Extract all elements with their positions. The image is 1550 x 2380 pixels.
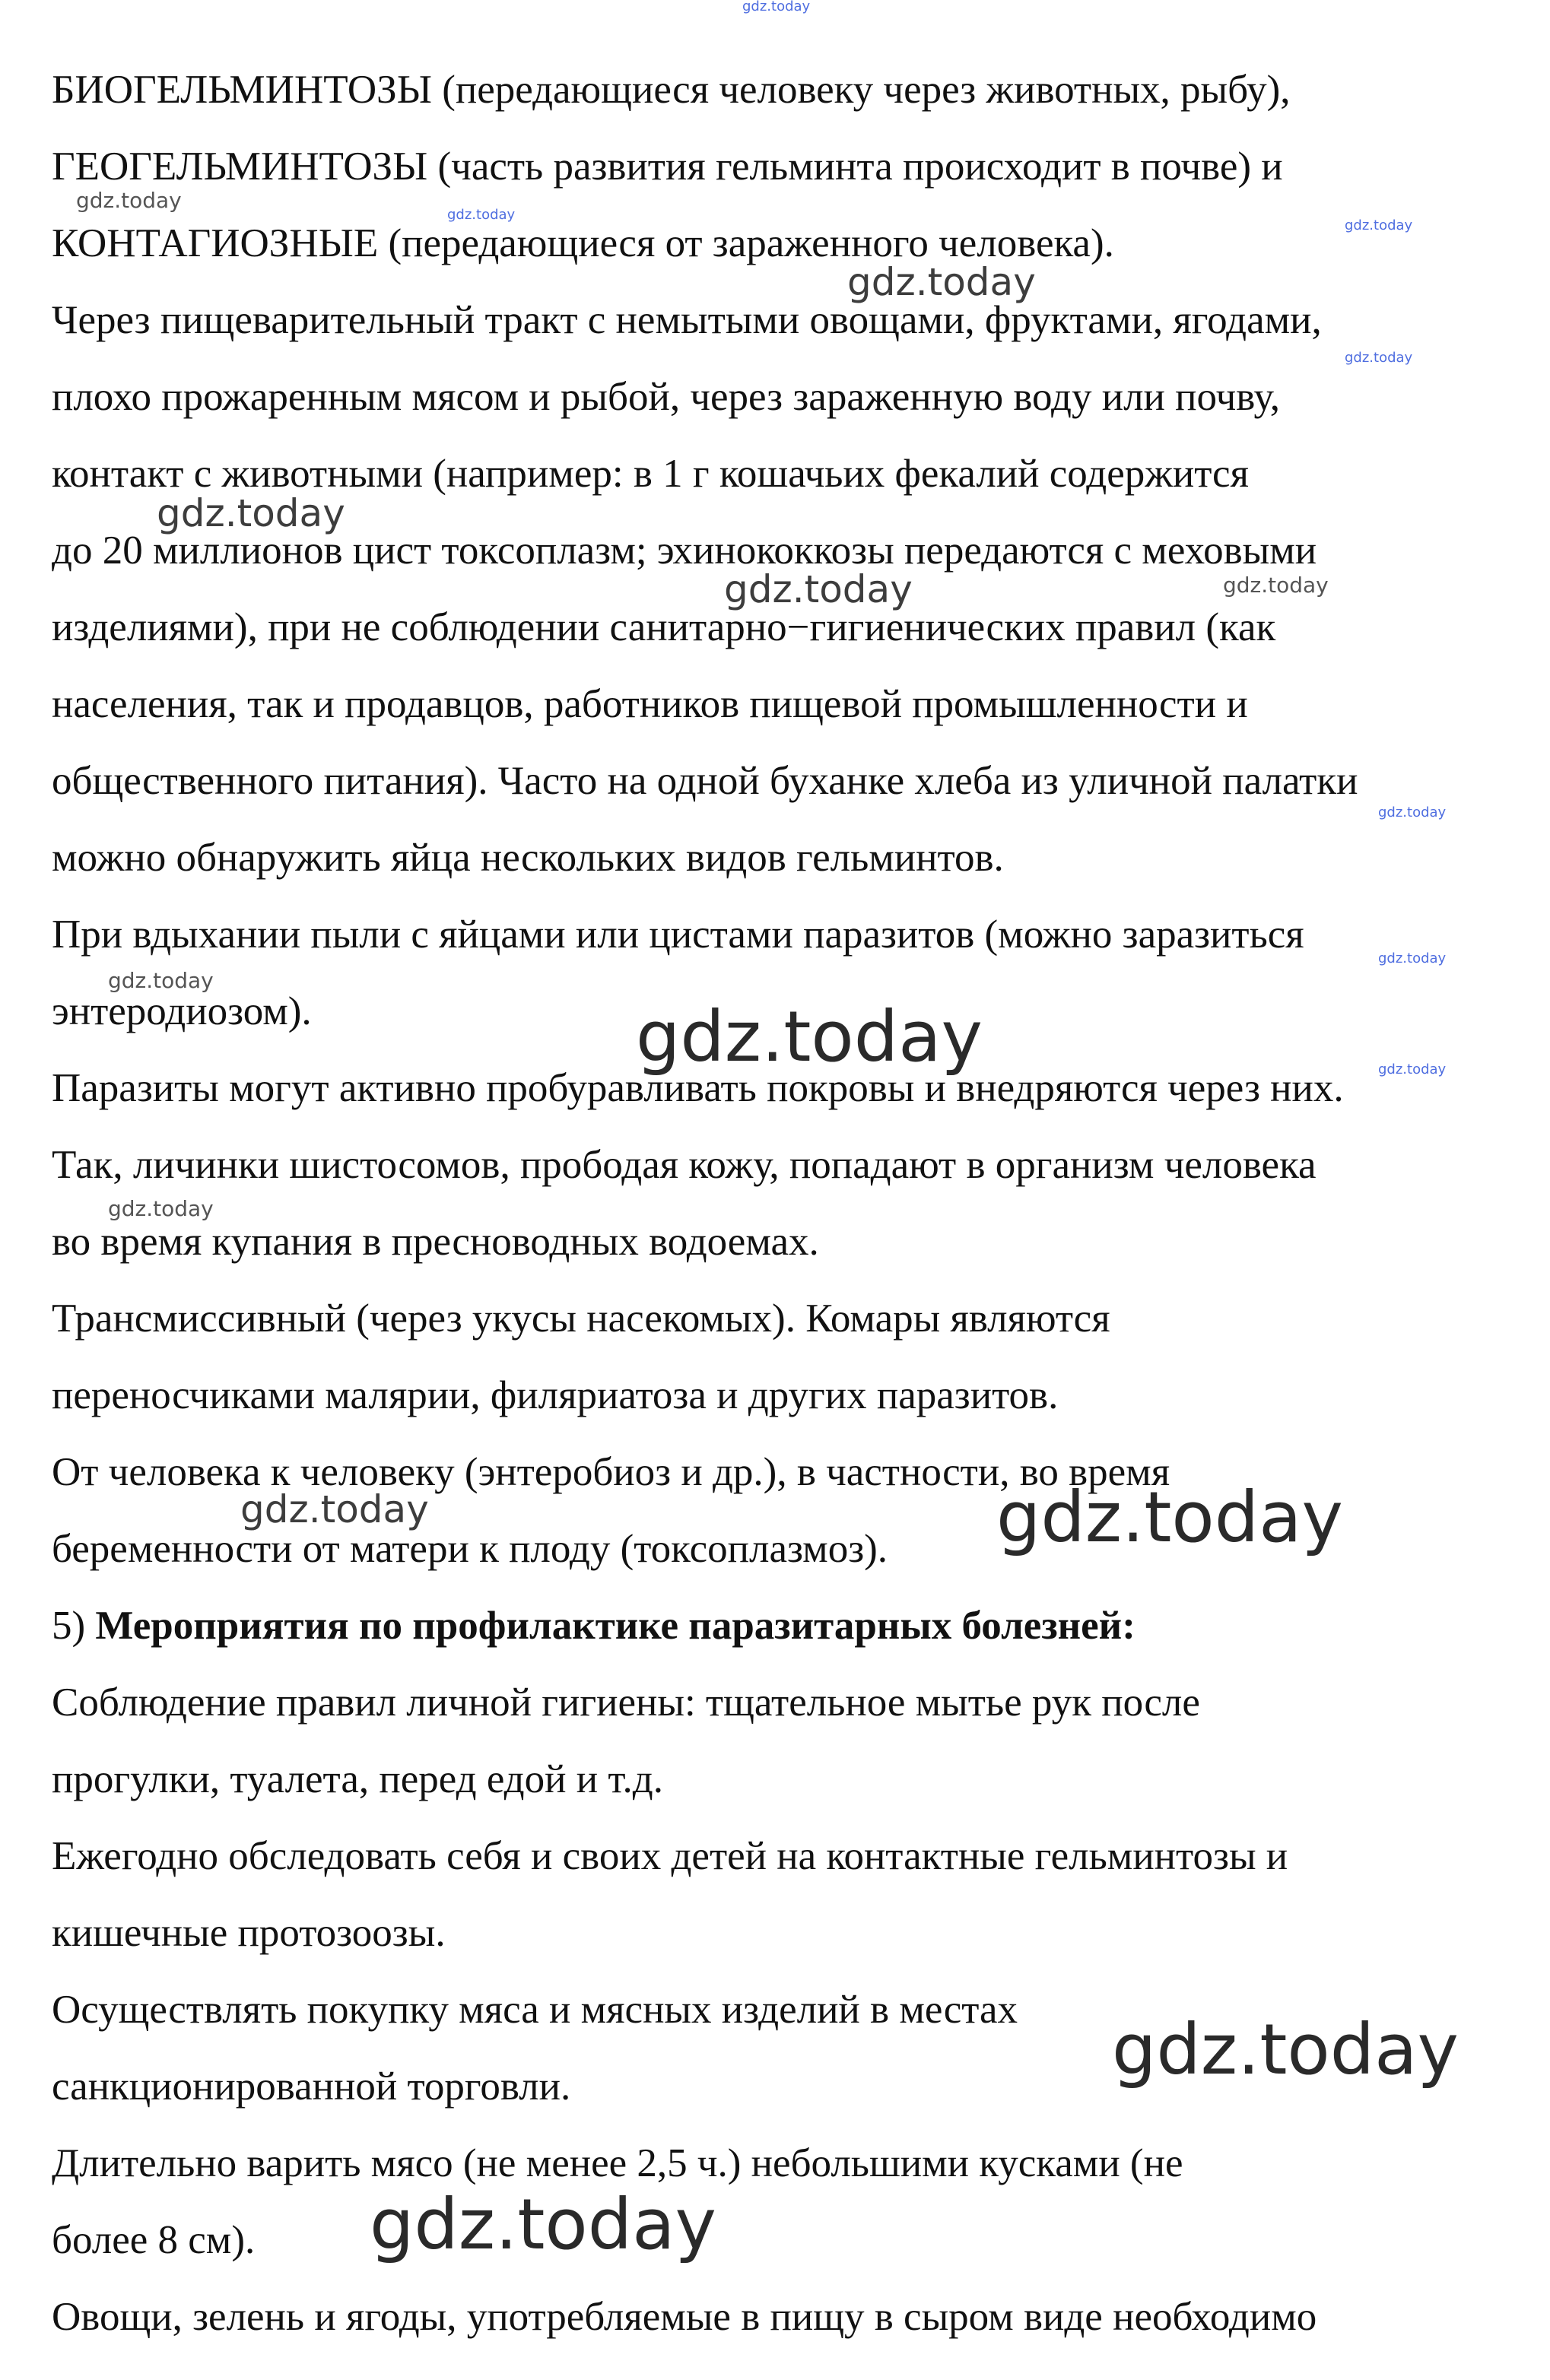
- text-line-11: можно обнаружить яйца нескольких видов гельминтов.: [52, 836, 1004, 880]
- text-line-12: При вдыхании пыли с яйцами или цистами паразитов (можно заразиться: [52, 912, 1304, 957]
- watermark: gdz.today: [742, 0, 811, 14]
- watermark: gdz.today: [724, 567, 913, 611]
- text-line-21: Соблюдение правил личной гигиены: тщательное мытье рук после: [52, 1680, 1200, 1725]
- text-line-16: во время купания в пресноводных водоемах.: [52, 1220, 819, 1264]
- watermark: gdz.today: [1378, 804, 1447, 820]
- text-line-25: Осуществлять покупку мяса и мясных изделий в местах: [52, 1988, 1018, 2032]
- text-line-4: Через пищеварительный тракт с немытыми овощами, фруктами, ягодами,: [52, 298, 1322, 342]
- section-5-heading-line: [52, 1603, 1136, 1649]
- watermark: gdz.today: [108, 1196, 214, 1221]
- text-line-10: общественного питания). Часто на одной буханке хлеба из уличной палатки: [52, 759, 1358, 803]
- text-line-7: до 20 миллионов цист токсоплазм; эхинококкозы передаются с меховыми: [52, 528, 1317, 573]
- watermark: gdz.today: [636, 996, 983, 1077]
- text-line-26: санкционированной торговли.: [52, 2064, 571, 2109]
- watermark: gdz.today: [370, 2184, 716, 2265]
- watermark: gdz.today: [1345, 217, 1413, 233]
- section-5-heading: Мероприятия по профилактике паразитарных болезней:: [95, 1604, 1136, 1648]
- text-line-9: населения, так и продавцов, работников пищевой промышленности и: [52, 682, 1248, 726]
- text-line-15: Так, личинки шистосомов, прободая кожу, попадают в организм человека: [52, 1143, 1317, 1187]
- text-line-23: Ежегодно обследовать себя и своих детей на контактные гельминтозы и: [52, 1834, 1288, 1878]
- text-line-19: От человека к человеку (энтеробиоз и др.), в частности, во время: [52, 1450, 1170, 1494]
- watermark: gdz.today: [240, 1487, 429, 1531]
- watermark: gdz.today: [1223, 573, 1329, 598]
- watermark: gdz.today: [847, 260, 1036, 304]
- text-line-14: Паразиты могут активно пробуравливать покровы и внедряются через них.: [52, 1066, 1344, 1110]
- watermark: gdz.today: [1378, 1061, 1447, 1077]
- watermark: gdz.today: [1378, 950, 1447, 966]
- text-line-3: КОНТАГИОЗНЫЕ (передающиеся от зараженного человека).: [52, 221, 1114, 265]
- text-line-28: более 8 см).: [52, 2218, 256, 2262]
- watermark: gdz.today: [996, 1477, 1343, 1558]
- text-line-5: плохо прожаренным мясом и рыбой, через зараженную воду или почву,: [52, 375, 1280, 419]
- watermark: gdz.today: [1112, 2009, 1459, 2090]
- watermark: gdz.today: [157, 491, 345, 535]
- watermark: gdz.today: [1345, 350, 1413, 366]
- watermark: gdz.today: [447, 207, 516, 223]
- section-5-number: 5): [52, 1604, 86, 1648]
- text-line-13: энтеродиозом).: [52, 989, 312, 1033]
- watermark: gdz.today: [76, 188, 182, 213]
- text-line-1: БИОГЕЛЬМИНТОЗЫ (передающиеся человеку через животных, рыбу),: [52, 68, 1291, 112]
- text-line-18: переносчиками малярии, филяриатоза и других паразитов.: [52, 1373, 1059, 1417]
- text-line-29: Овощи, зелень и ягоды, употребляемые в пищу в сыром виде необходимо: [52, 2295, 1317, 2339]
- text-line-2: ГЕОГЕЛЬМИНТОЗЫ (часть развития гельминта происходит в почве) и: [52, 144, 1283, 189]
- text-line-17: Трансмиссивный (через укусы насекомых). Комары являются: [52, 1296, 1110, 1341]
- text-line-20: беременности от матери к плоду (токсоплазмоз).: [52, 1527, 888, 1571]
- watermark: gdz.today: [108, 968, 214, 993]
- text-line-22: прогулки, туалета, перед едой и т.д.: [52, 1757, 663, 1801]
- text-line-8: изделиями), при не соблюдении санитарно−гигиенических правил (как: [52, 605, 1276, 649]
- text-line-27: Длительно варить мясо (не менее 2,5 ч.) небольшими кусками (не: [52, 2141, 1183, 2185]
- text-line-24: кишечные протозоозы.: [52, 1911, 446, 1955]
- text-line-6: контакт с животными (например: в 1 г кошачьих фекалий содержится: [52, 452, 1249, 496]
